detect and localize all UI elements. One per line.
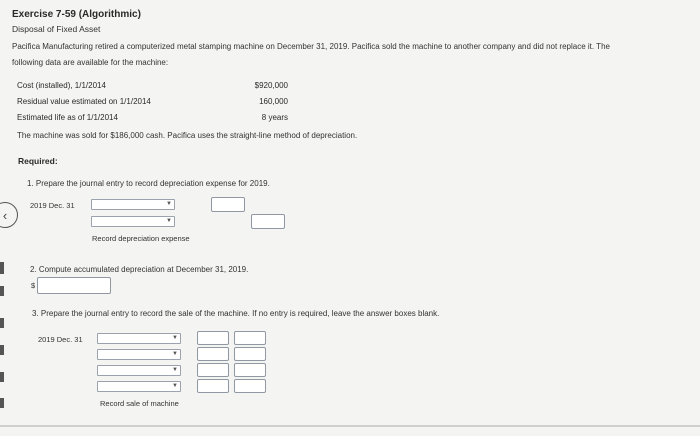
credit-input[interactable] (234, 331, 266, 345)
fact-label: Residual value estimated on 1/1/2014 (17, 97, 151, 106)
fact-value: 8 years (261, 113, 288, 122)
previous-arrow-icon[interactable]: ‹ (0, 202, 18, 228)
dropdown-arrow-icon: ▼ (172, 383, 178, 389)
fact-value: 160,000 (259, 97, 288, 106)
page-subtitle: Disposal of Fixed Asset (12, 24, 101, 34)
account-select[interactable] (91, 216, 175, 227)
credit-input[interactable] (234, 347, 266, 361)
page-edge-strip (0, 318, 4, 328)
debit-input[interactable] (197, 363, 229, 377)
required-heading: Required: (18, 156, 58, 166)
question-2-prompt: 2. Compute accumulated depreciation at December 31, 2019. (30, 265, 249, 274)
dropdown-arrow-icon: ▼ (166, 218, 172, 224)
account-select[interactable] (91, 199, 175, 210)
dropdown-arrow-icon: ▼ (172, 351, 178, 357)
account-select[interactable] (97, 365, 181, 376)
intro-text: following data are available for the machine: (12, 58, 169, 67)
entry-memo: Record sale of machine (100, 399, 179, 408)
question-3-prompt: 3. Prepare the journal entry to record the sale of the machine. If no entry is required, leave the answer boxes blank. (32, 309, 440, 318)
currency-symbol: $ (31, 281, 36, 290)
debit-input[interactable] (197, 347, 229, 361)
page-edge-strip (0, 372, 4, 382)
account-select[interactable] (97, 381, 181, 392)
credit-input[interactable] (234, 379, 266, 393)
dropdown-arrow-icon: ▼ (172, 367, 178, 373)
dropdown-arrow-icon: ▼ (172, 335, 178, 341)
account-select[interactable] (97, 349, 181, 360)
fact-value: $920,000 (254, 81, 288, 90)
dropdown-arrow-icon: ▼ (166, 201, 172, 207)
fact-label: Estimated life as of 1/1/2014 (17, 113, 118, 122)
debit-input[interactable] (211, 197, 245, 212)
accumulated-depreciation-input[interactable] (37, 277, 111, 294)
fact-label: Cost (installed), 1/1/2014 (17, 81, 106, 90)
bottom-divider (0, 425, 700, 427)
page-edge-strip (0, 286, 4, 296)
entry-date: 2019 Dec. 31 (38, 335, 83, 344)
page-edge-strip (0, 262, 4, 274)
account-select[interactable] (97, 333, 181, 344)
debit-input[interactable] (197, 331, 229, 345)
credit-input[interactable] (234, 363, 266, 377)
sale-note: The machine was sold for $186,000 cash. Pacifica uses the straight-line method of depreciation. (17, 131, 358, 140)
intro-text: Pacifica Manufacturing retired a computerized metal stamping machine on December 31, 2019. Pacifica sold the machine to another company and did not replace it. The (12, 42, 610, 51)
page-edge-strip (0, 398, 4, 408)
credit-input[interactable] (251, 214, 285, 229)
page-title: Exercise 7-59 (Algorithmic) (12, 9, 141, 20)
entry-date: 2019 Dec. 31 (30, 201, 75, 210)
page-edge-strip (0, 345, 4, 355)
question-1-prompt: 1. Prepare the journal entry to record depreciation expense for 2019. (27, 179, 270, 188)
entry-memo: Record depreciation expense (92, 234, 190, 243)
debit-input[interactable] (197, 379, 229, 393)
